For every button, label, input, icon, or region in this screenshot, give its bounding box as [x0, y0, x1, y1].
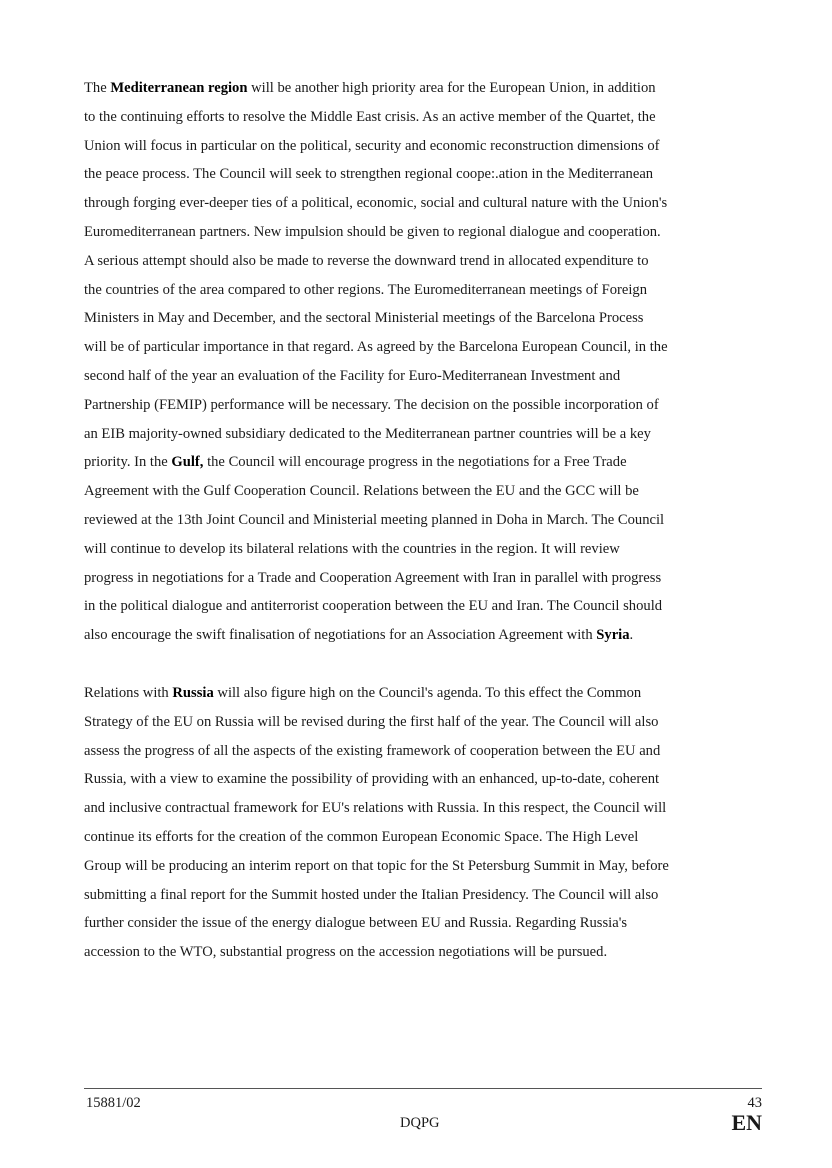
department-code: DQPG	[400, 1115, 440, 1131]
paragraph-russia	[84, 679, 764, 967]
text-line: Relations with Russia will also figure high on the Council's agenda. To this effect the Common	[84, 685, 642, 701]
bold-keyword: Syria	[596, 627, 630, 644]
text-line: Group will be producing an interim report on that topic for the St Petersburg Summit in May, before	[84, 857, 669, 874]
text-line: reviewed at the 13th Joint Council and Ministerial meeting planned in Doha in March. The Council	[84, 511, 665, 528]
text-line: continue its efforts for the creation of the common European Economic Space. The High Level	[84, 828, 639, 845]
text-line: Strategy of the EU on Russia will be revised during the first half of the year. The Council will also	[84, 713, 659, 730]
text-line: Agreement with the Gulf Cooperation Council. Relations between the EU and the GCC will be	[84, 483, 639, 500]
text-line: second half of the year an evaluation of the Facility for Euro-Mediterranean Investment and	[84, 367, 621, 384]
text-line: Russia, with a view to examine the possibility of providing with an enhanced, up-to-date, coherent	[84, 771, 660, 788]
text-line: Partnership (FEMIP) performance will be necessary. The decision on the possible incorporation of	[84, 396, 659, 413]
bold-keyword: Russia	[172, 685, 214, 701]
text-line: The Mediterranean region will be another high priority area for the European Union, in addition	[84, 80, 656, 96]
text-line: Euromediterranean partners. New impulsion should be given to regional dialogue and cooperation.	[84, 223, 661, 240]
language-code: EN	[731, 1110, 762, 1135]
text-line: in the political dialogue and antiterrorist cooperation between the EU and Iran. The Council should	[84, 598, 663, 615]
text-line: submitting a final report for the Summit hosted under the Italian Presidency. The Council will also	[84, 886, 659, 903]
text-line: further consider the issue of the energy dialogue between EU and Russia. Regarding Russia's	[84, 915, 628, 932]
text-line: Ministers in May and December, and the sectoral Ministerial meetings of the Barcelona Process	[84, 310, 644, 327]
text-line: accession to the WTO, substantial progress on the accession negotiations will be pursued.	[84, 944, 608, 961]
text-line: will continue to develop its bilateral relations with the countries in the region. It will review	[84, 540, 620, 557]
text-line: the peace process. The Council will seek to strengthen regional coope:.ation in the Mediterranean	[84, 166, 654, 183]
text-line: priority. In the Gulf, the Council will encourage progress in the negotiations for a Free Trade	[84, 454, 627, 471]
text-line: through forging ever-deeper ties of a political, economic, social and cultural nature with the Union's	[84, 195, 668, 212]
bold-keyword: Gulf,	[171, 454, 204, 471]
page-number: 43	[747, 1095, 762, 1111]
text-line: assess the progress of all the aspects of the existing framework of cooperation between the EU and	[84, 742, 661, 759]
text-line: Union will focus in particular on the political, security and economic reconstruction dimensions of	[84, 137, 660, 154]
text-line: progress in negotiations for a Trade and Cooperation Agreement with Iran in parallel with progress	[84, 569, 662, 586]
document-reference: 15881/02	[86, 1095, 141, 1111]
footer-divider	[84, 1088, 762, 1089]
text-line: also encourage the swift finalisation of negotiations for an Association Agreement with Syria.	[84, 627, 634, 644]
paragraph-mediterranean-gulf	[84, 74, 764, 650]
text-line: to the continuing efforts to resolve the Middle East crisis. As an active member of the Quartet, the	[84, 108, 656, 125]
text-line: the countries of the area compared to other regions. The Euromediterranean meetings of Foreign	[84, 281, 648, 298]
text-line: an EIB majority-owned subsidiary dedicated to the Mediterranean partner countries will be a key	[84, 425, 651, 442]
text-line: will be of particular importance in that regard. As agreed by the Barcelona European Council, in the	[84, 339, 668, 356]
text-line: A serious attempt should also be made to reverse the downward trend in allocated expenditure to	[84, 252, 649, 269]
text-line: and inclusive contractual framework for EU's relations with Russia. In this respect, the Council will	[84, 800, 667, 817]
bold-keyword: Mediterranean region	[110, 80, 248, 96]
